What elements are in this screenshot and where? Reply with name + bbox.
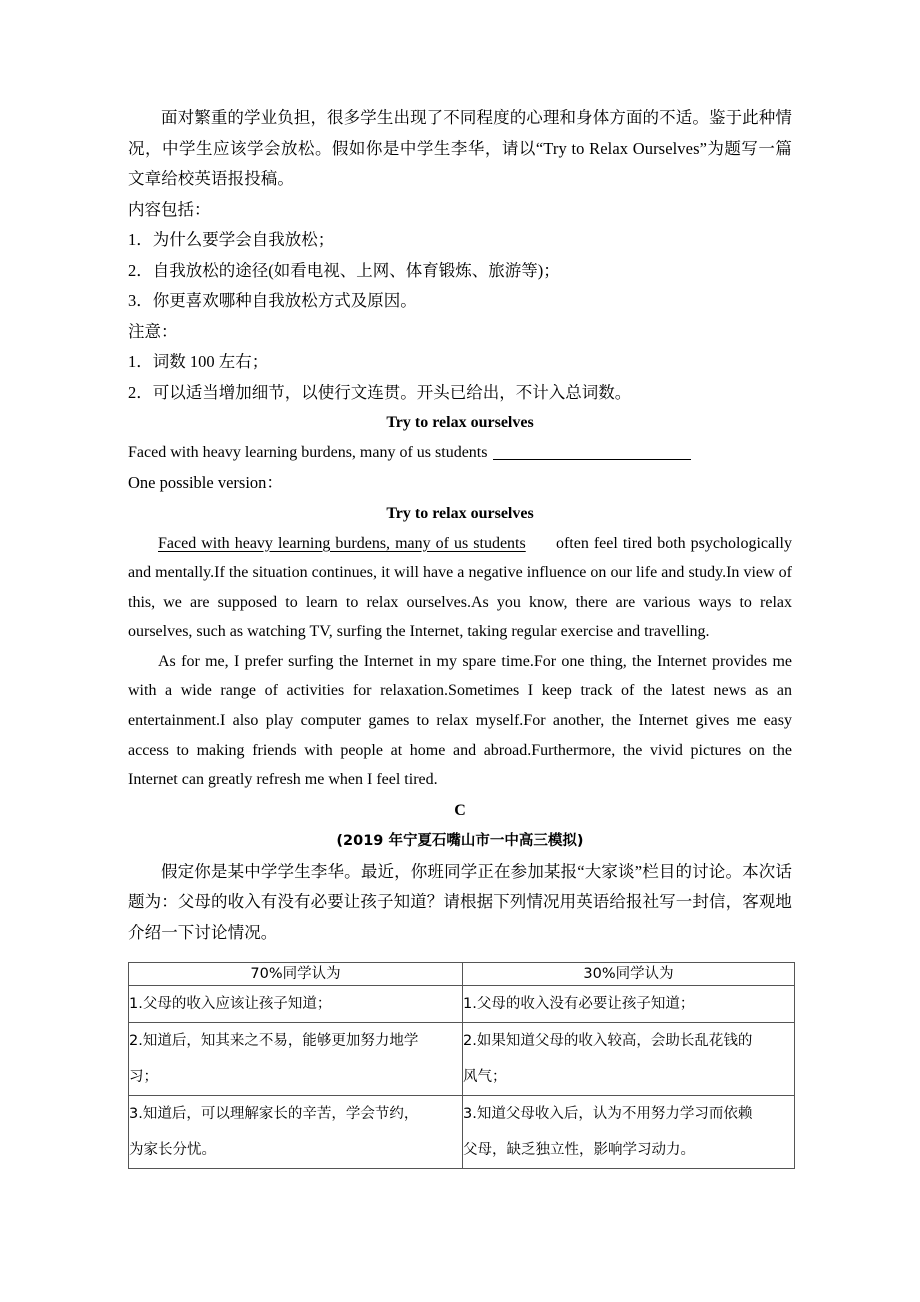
prompt-b-contents-label: 内容包括：	[128, 199, 211, 219]
table-cell-line: 2.如果知道父母的收入较高，会助长乱花钱的	[463, 1033, 753, 1050]
table-header-cell-right: 30%同学认为	[463, 963, 795, 986]
prompt-b-contents-item-1: 1．为什么要学会自我放松；	[128, 230, 335, 249]
table-cell-line: 3.知道父母收入后，认为不用努力学习而依赖	[463, 1106, 753, 1123]
table-cell-right	[463, 1096, 795, 1169]
table-cell-line: 3.知道后，可以理解家长的辛苦，学会节约，	[129, 1106, 419, 1123]
prompt-b-contents-item-2: 2．自我放松的途径(如看电视、上网、体育锻炼、旅游等)；	[128, 260, 560, 280]
table-cell-line: 习；	[129, 1069, 158, 1086]
table-cell-left	[129, 986, 463, 1023]
prompt-b-notes-label: 注意：	[128, 321, 178, 341]
table-header-row	[129, 963, 795, 986]
table-cell-left	[129, 1023, 463, 1096]
prompt-b-notes-item-1: 1．词数 100 左右；	[128, 352, 269, 371]
table-cell-line: 父母，缺乏独立性，影响学习动力。	[463, 1142, 695, 1159]
writing-lead-in-line	[128, 438, 792, 468]
exam-source-line: (2019 年宁夏石嘴山市一中高三模拟)	[336, 832, 584, 849]
sample-answer-paragraph-1-rest: often feel tired both psychologically and mentally.If the situation continues, it will have a negative influence on our life and study.In view of this, we are supposed to learn to relax ourselves.As you know, there are various ways to relax ourselves, such as watching TV, surfing the Internet, taking regular exercise and travelling.	[128, 534, 792, 641]
prompt-b-intro-paragraph: 面对繁重的学业负担，很多学生出现了不同程度的心理和身体方面的不适。鉴于此种情况，中学生应该学会放松。假如你是中学生李华，请以“Try to Relax Ourselves”为题写一篇文章给校英语报投稿。	[128, 108, 792, 188]
section-letter-c: C	[454, 801, 466, 819]
sample-answer-paragraph-1	[128, 529, 792, 647]
opinion-table	[128, 962, 795, 1169]
table-row	[129, 1023, 795, 1096]
table-cell-left	[129, 1096, 463, 1169]
prompt-b-contents-item-3: 3．你更喜欢哪种自我放松方式及原因。	[128, 291, 417, 310]
sample-answer-lead-underlined: Faced with heavy learning burdens, many of us students	[158, 534, 526, 552]
table-cell-right	[463, 986, 795, 1023]
prompt-c-intro-paragraph: 假定你是某中学学生李华。最近，你班同学正在参加某报“大家谈”栏目的讨论。本次话题为：父母的收入有没有必要让孩子知道？请根据下列情况用英语给报社写一封信，客观地介绍一下讨论情况。	[128, 861, 792, 942]
table-cell-line: 2.知道后，知其来之不易，能够更加努力地学	[129, 1033, 419, 1050]
sample-answer-paragraph-2: As for me, I prefer surfing the Internet in my spare time.For one thing, the Internet provides me with a wide range of activities for relaxation.Sometimes I keep track of the latest news as an entertainment.I also play computer games to relax myself.For another, the Internet gives me easy access to making friends with people at home and abroad.Furthermore, the vivid pictures on the Internet can greatly refresh me when I feel tired.	[128, 652, 792, 789]
table-row	[129, 1096, 795, 1169]
sample-answer-title: Try to relax ourselves	[386, 504, 534, 522]
writing-task-title: Try to relax ourselves	[386, 414, 534, 431]
table-cell-line: 1.父母的收入没有必要让孩子知道；	[463, 996, 695, 1013]
possible-version-label: One possible version：	[128, 473, 283, 492]
table-cell-right	[463, 1023, 795, 1096]
table-header-cell-left: 70%同学认为	[129, 963, 463, 986]
writing-lead-in-text: Faced with heavy learning burdens, many of us students	[128, 444, 488, 461]
page-content	[128, 103, 792, 1169]
table-row	[129, 986, 795, 1023]
answer-blank-rule	[493, 459, 691, 460]
table-cell-line: 1.父母的收入应该让孩子知道；	[129, 996, 332, 1013]
table-cell-line: 风气；	[463, 1069, 507, 1086]
table-cell-line: 为家长分忧。	[129, 1142, 216, 1159]
prompt-b-notes-item-2: 2．可以适当增加细节，以使行文连贯。开头已给出，不计入总词数。	[128, 382, 632, 402]
